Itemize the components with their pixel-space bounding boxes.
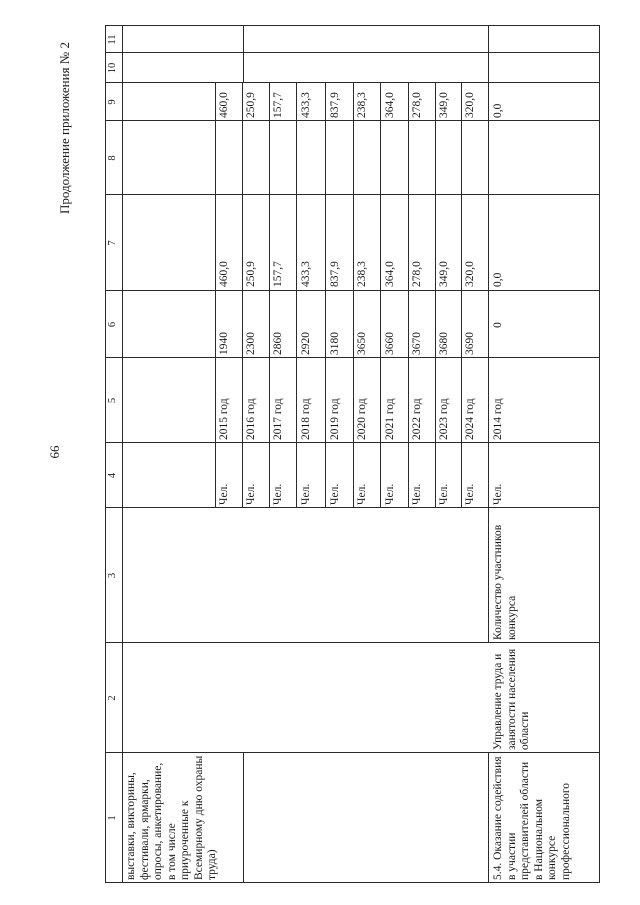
row-6-unit: Чел. — [356, 483, 368, 505]
item-5-4-indicator: Количество участников конкурса — [492, 524, 518, 640]
row-7-year: 2021 год — [384, 398, 396, 440]
annex-caption: Продолжение приложения № 2 — [57, 42, 72, 214]
item-5-4-year: 2014 год — [492, 398, 504, 440]
row-3-col9: 157,7 — [272, 92, 284, 118]
col-header-1: 1 — [107, 815, 118, 821]
row-2-col7: 250,9 — [245, 261, 257, 287]
row-10-unit: Чел. — [464, 483, 476, 505]
row-8-col7: 278,0 — [411, 261, 423, 287]
row-1-col9: 460,0 — [218, 92, 230, 118]
item-5-4-col7: 0,0 — [492, 272, 504, 287]
row-8-col9: 278,0 — [411, 92, 423, 118]
row-3-year: 2017 год — [272, 398, 284, 440]
row-5-unit: Чел. — [329, 483, 341, 505]
page-number: 66 — [47, 445, 62, 459]
row-7-count: 3660 — [384, 332, 396, 355]
row-3-unit: Чел. — [272, 483, 284, 505]
row-1-count: 1940 — [218, 332, 230, 355]
row-5-count: 3180 — [329, 332, 341, 355]
col-header-3: 3 — [107, 572, 118, 579]
item-5-4-executor: Управление труда и занятости населения области — [492, 648, 531, 750]
row-5-col9: 837,9 — [329, 92, 341, 118]
item-5-4-unit: Чел. — [492, 483, 504, 505]
row-3-col7: 157,7 — [272, 261, 284, 287]
continuation-text: выставки, викторины, фестивали, ярмарки, опросы, анкетирование, в том числе приуроченные к Всемирному дню охраны труда) — [125, 755, 218, 880]
col-header-2: 2 — [107, 695, 118, 701]
row-2-col9: 250,9 — [245, 92, 257, 118]
row-6-col9: 238,3 — [356, 92, 368, 118]
row-1-col7: 460,0 — [218, 261, 230, 287]
col-header-7: 7 — [107, 240, 118, 246]
row-9-unit: Чел. — [438, 483, 450, 505]
row-6-year: 2020 год — [356, 398, 368, 440]
row-5-year: 2019 год — [329, 398, 341, 440]
row-9-year: 2023 год — [438, 398, 450, 440]
row-1-year: 2015 год — [218, 398, 230, 440]
row-7-unit: Чел. — [384, 483, 396, 505]
row-10-count: 3690 — [464, 332, 476, 355]
item-5-4-count: 0 — [492, 322, 504, 328]
row-10-year: 2024 год — [464, 398, 476, 440]
row-5-col7: 837,9 — [329, 261, 341, 287]
row-7-col9: 364,0 — [384, 92, 396, 118]
row-9-col7: 349,0 — [438, 261, 450, 287]
row-4-count: 2920 — [300, 332, 312, 355]
row-9-count: 3680 — [438, 332, 450, 355]
col-header-5: 5 — [107, 397, 118, 404]
col-header-8: 8 — [107, 155, 118, 161]
row-6-col7: 238,3 — [356, 261, 368, 287]
row-9-col9: 349,0 — [438, 92, 450, 118]
col-header-11: 11 — [107, 34, 118, 45]
col-header-6: 6 — [107, 321, 118, 328]
row-4-year: 2018 год — [300, 398, 312, 440]
col-header-4: 4 — [107, 472, 118, 479]
row-10-col7: 320,0 — [464, 261, 476, 287]
row-8-unit: Чел. — [411, 483, 423, 505]
col-header-10: 10 — [107, 62, 118, 74]
row-8-count: 3670 — [411, 332, 423, 355]
row-4-unit: Чел. — [300, 483, 312, 505]
row-6-count: 3650 — [356, 332, 368, 355]
row-10-col9: 320,0 — [464, 92, 476, 118]
col-header-9: 9 — [107, 99, 118, 105]
row-1-unit: Чел. — [218, 483, 230, 505]
row-4-col9: 433,3 — [300, 92, 312, 118]
item-5-4-col9: 0,0 — [492, 103, 504, 118]
item-5-4-activity: 5.4. Оказание содействия в участии представителей области в Национальном конкурсе профессионального — [492, 756, 572, 880]
row-2-unit: Чел. — [245, 483, 257, 505]
row-2-count: 2300 — [245, 332, 257, 355]
row-3-count: 2860 — [272, 332, 284, 355]
row-8-year: 2022 год — [411, 398, 423, 440]
row-2-year: 2016 год — [245, 398, 257, 440]
row-4-col7: 433,3 — [300, 261, 312, 287]
row-7-col7: 364,0 — [384, 261, 396, 287]
data-table — [105, 25, 600, 883]
